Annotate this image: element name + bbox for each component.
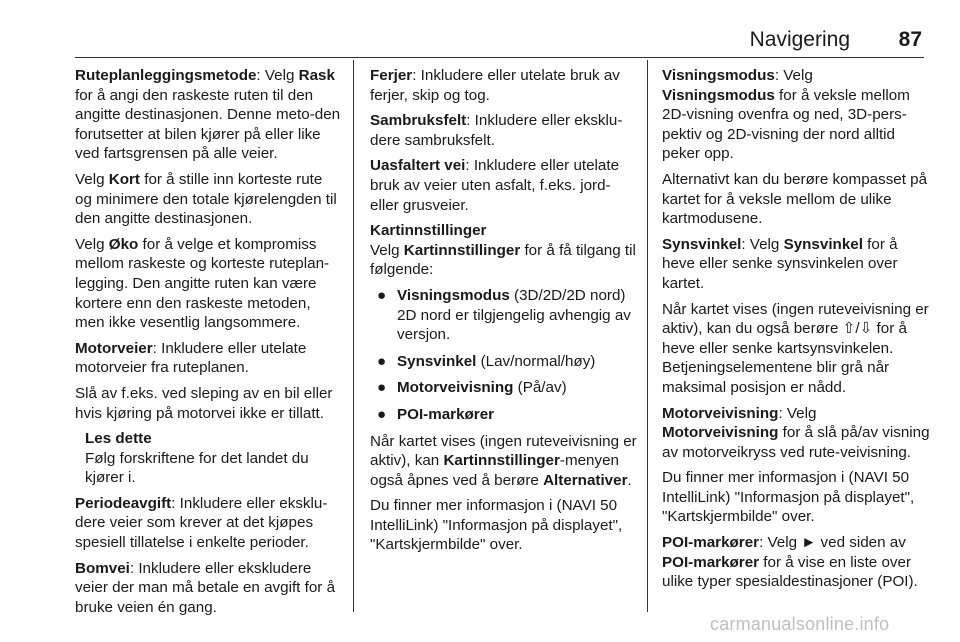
list-item: ● Synsvinkel (Lav/normal/høy) (377, 352, 596, 370)
list-item: ● Visningsmodus (3D/2D/2D nord) 2D nord er tilgjengelig avhengig av versjon. (377, 286, 631, 344)
column-2 (370, 66, 638, 561)
paragraph-angle-buttons: Når kartet vises (ingen ruteveivisning er aktiv), kan du også berøre ⇧/⇩ for å heve eller senke kartsynsvinkelen. Betjeningselementene blir grå når maksimal posisjon er nådd. (662, 300, 929, 396)
paragraph-towing: Slå av f.eks. ved sleping av en bil eller hvis kjøring på motorvei ikke er tillatt. (75, 384, 333, 422)
bullet-icon: ● (377, 352, 387, 370)
bullet-icon: ● (377, 379, 387, 397)
note-text: Følg forskriftene for det landet du kjører i. (85, 449, 309, 487)
paragraph-period-fee: Periodeavgift: Inkludere eller eksklu-dere veier som krever at det kjøpes spesiell tillatelse i enkelte perioder. (75, 494, 328, 552)
list-item: ● Motorveivisning (På/av) (377, 379, 567, 397)
page-number: 87 (898, 28, 922, 51)
note-title: Les dette (85, 430, 152, 448)
paragraph-poi-markers: POI-markører: Velg ► ved siden av POI-markører for å vise en liste over ulike typer spesialdestinasjoner (POI). (662, 534, 918, 591)
paragraph-eco: Velg Øko for å velge et kompromiss mellom raskeste og korteste ruteplan-legging. Den angitte ruten kan være kortere enn den raskeste metoden, men ikke vesentlig langsommere. (75, 235, 330, 332)
paragraph-route-method: Ruteplanleggingsmetode: Velg Rask for å angi den raskeste ruten til den angitte destinasjonen. Denne meto-den forutsetter at bilen kjører på eller like ved fartsgrensen på alle veier. (75, 67, 341, 163)
column-1 (75, 66, 343, 623)
map-settings-heading: Kartinnstillinger (370, 222, 487, 240)
section-title: Navigering (749, 28, 850, 51)
map-settings-list (370, 286, 638, 425)
list-item: ● POI-markører (377, 405, 495, 423)
paragraph-view-angle: Synsvinkel: Velg Synsvinkel for å heve eller senke synsvinkelen over kartet. (662, 235, 898, 292)
paragraph-more-info: Du finner mer informasjon i (NAVI 50 IntelliLink) "Informasjon på displayet", "Kartskjermbilde" over. (370, 497, 623, 554)
map-settings-section: Kartinnstillinger Velg Kartinnstillinger for å få tilgang til følgende: (370, 221, 638, 280)
watermark-text: carmanualsonline.info (710, 614, 890, 634)
paragraph-map-settings-access: Når kartet vises (ingen ruteveivisning er aktiv), kan Kartinnstillinger-menyen også åpnes ved å berøre Alternativer. (370, 432, 637, 489)
note-box (75, 429, 343, 488)
paragraph-carpool: Sambruksfelt: Inkludere eller eksklu-dere sambruksfelt. (370, 112, 623, 149)
paragraph-short: Velg Kort for å stille inn korteste rute og minimere den totale kjørelengden til den angitte destinasjonen. (75, 170, 337, 228)
page-header (0, 28, 960, 58)
paragraph-motorways: Motorveier: Inkludere eller utelate motorveier fra ruteplanen. (75, 339, 307, 377)
bullet-icon: ● (377, 286, 387, 304)
paragraph-compass: Alternativt kan du berøre kompasset på kartet for å veksle mellom de ulike kartmodusene. (662, 170, 928, 228)
header-rule (75, 57, 924, 58)
column-divider-2 (647, 60, 648, 612)
paragraph-unpaved: Uasfaltert vei: Inkludere eller utelate bruk av veier uten asfalt, f.eks. jord- eller grusveier. (370, 157, 620, 214)
column-divider-1 (353, 60, 354, 612)
paragraph-more-info: Du finner mer informasjon i (NAVI 50 IntelliLink) "Informasjon på displayet", "Kartskjermbilde" over. (662, 469, 915, 526)
bullet-icon: ● (377, 405, 387, 423)
paragraph-toll-road: Bomvei: Inkludere eller ekskludere veier der man må betale en avgift for å bruke veien én gang. (75, 559, 336, 616)
paragraph-ferries: Ferjer: Inkludere eller utelate bruk av ferjer, skip og tog. (370, 67, 620, 104)
paragraph-motorway-view: Motorveivisning: Velg Motorveivisning for å slå på/av visning av motorveikryss ved rute-veivisning. (662, 404, 930, 461)
paragraph-view-mode: Visningsmodus: Velg Visningsmodus for å veksle mellom 2D-visning ovenfra og ned, 3D-pers-pektiv og 2D-visning der nord alltid peker opp. (662, 67, 910, 163)
column-3 (662, 66, 930, 598)
